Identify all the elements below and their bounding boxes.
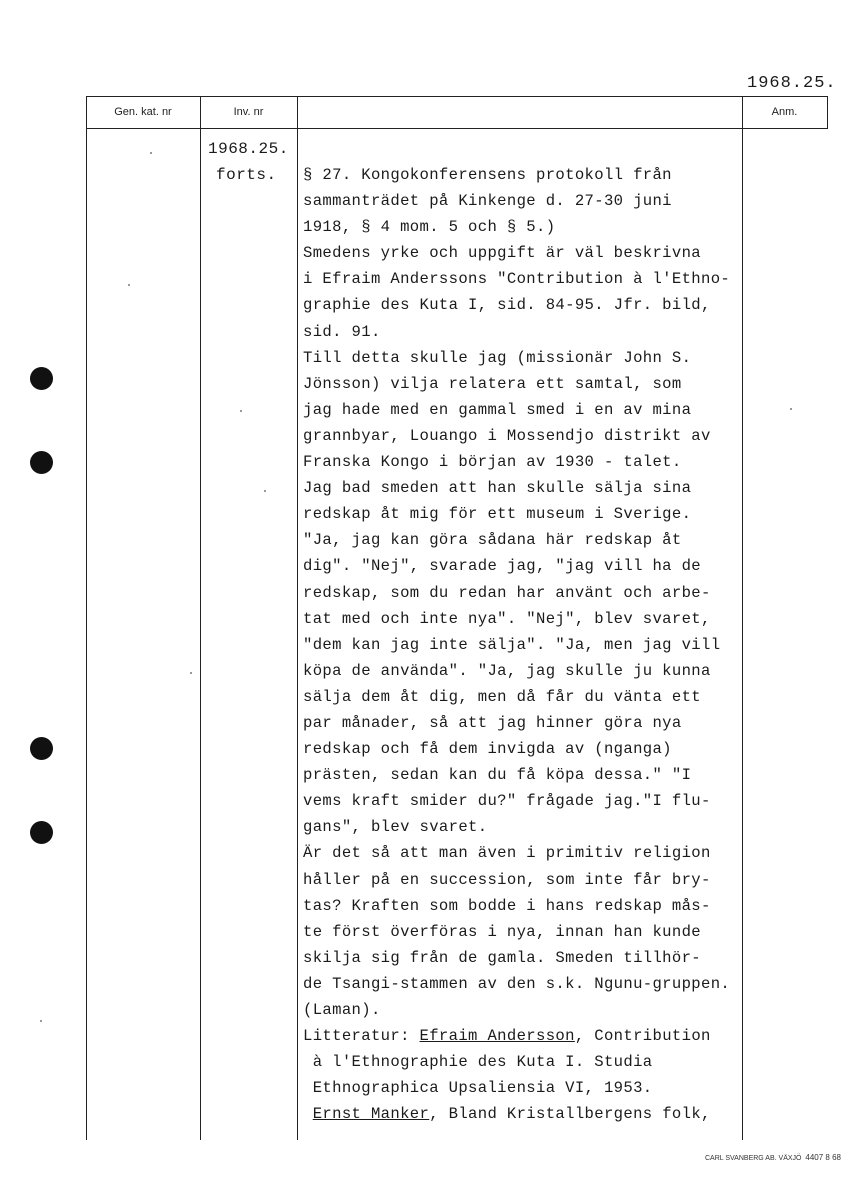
header-inv-nr: Inv. nr bbox=[233, 106, 264, 118]
inventory-number: 1968.25. bbox=[208, 140, 289, 158]
text-line: tat med och inte nya". "Nej", blev svaret, bbox=[303, 609, 711, 628]
text-line: gans", blev svaret. bbox=[303, 818, 488, 837]
literature-author-2: Ernst Manker bbox=[312, 1105, 430, 1124]
text-line: 1918, § 4 mom. 5 och § 5.) bbox=[303, 218, 556, 237]
literature-line-4 bbox=[303, 1101, 755, 1127]
page-number: 1968.25. bbox=[747, 74, 837, 93]
inventory-continuation: forts. bbox=[216, 166, 277, 184]
text-line: "Ja, jag kan göra sådana här redskap åt bbox=[303, 531, 682, 550]
literature-title-2: , Bland Kristallbergens folk, bbox=[429, 1105, 711, 1124]
text-line: grannbyar, Louango i Mossendjo distrikt av bbox=[303, 426, 711, 445]
text-line: graphie des Kuta I, sid. 84-95. Jfr. bild, bbox=[303, 296, 711, 315]
text-line: skilja sig från de gamla. Smeden tillhör- bbox=[303, 948, 702, 967]
text-line: prästen, sedan kan du få köpa dessa." "I bbox=[303, 766, 692, 785]
text-line: § 27. Kongokonferensens protokoll från bbox=[303, 166, 672, 184]
text-line: dig". "Nej", svarade jag, "jag vill ha de bbox=[303, 557, 702, 576]
literature-line-3: Ethnographica Upsaliensia VI, 1953. bbox=[303, 1079, 653, 1098]
text-line: tas? Kraften som bodde i hans redskap mås- bbox=[303, 896, 711, 915]
text-line: håller på en succession, som inte får bry- bbox=[303, 870, 711, 889]
column-rule-left bbox=[86, 96, 87, 1140]
text-line: sid. 91. bbox=[303, 322, 381, 341]
scan-speck bbox=[150, 152, 152, 154]
form-code: 4407 8 68 bbox=[805, 1153, 841, 1162]
text-line: Jönsson) vilja relatera ett samtal, som bbox=[303, 374, 682, 393]
column-rule-right bbox=[827, 96, 828, 128]
scan-speck bbox=[790, 408, 792, 410]
text-line: Är det så att man även i primitiv religion bbox=[303, 844, 711, 863]
text-line: (Laman). bbox=[303, 1001, 381, 1019]
punch-hole bbox=[30, 737, 53, 760]
text-line: redskap åt mig för ett museum i Sverige. bbox=[303, 505, 692, 524]
text-line: redskap, som du redan har använt och arbe- bbox=[303, 583, 711, 602]
scan-speck bbox=[240, 410, 242, 412]
text-line: vems kraft smider du?" frågade jag."I flu- bbox=[303, 792, 711, 811]
literature-label: Litteratur: bbox=[303, 1027, 410, 1046]
punch-hole bbox=[30, 821, 53, 844]
scan-speck bbox=[128, 284, 130, 286]
scan-speck bbox=[264, 490, 266, 492]
header-top-rule bbox=[86, 96, 828, 97]
text-line: sälja dem åt dig, men då får du vänta ett bbox=[303, 687, 702, 706]
scan-speck bbox=[40, 1020, 42, 1022]
column-rule-gen-inv bbox=[200, 96, 201, 1140]
text-line: köpa de använda". "Ja, jag skulle ju kunna bbox=[303, 661, 711, 680]
text-line: "dem kan jag inte sälja". "Ja, men jag vill bbox=[303, 635, 721, 654]
punch-hole bbox=[30, 367, 53, 390]
literature-line-2: à l'Ethnographie des Kuta I. Studia bbox=[303, 1053, 653, 1072]
scan-speck bbox=[190, 672, 192, 674]
punch-hole bbox=[30, 451, 53, 474]
header-anm: Anm. bbox=[771, 106, 798, 118]
record-text bbox=[303, 162, 755, 1127]
text-line: te först överföras i nya, innan han kunde bbox=[303, 922, 702, 941]
column-rule-inv-text bbox=[297, 96, 298, 1140]
text-line: Smedens yrke och uppgift är väl beskrivna bbox=[303, 244, 702, 263]
literature-author-1: Efraim Andersson bbox=[419, 1027, 575, 1046]
text-line: i Efraim Anderssons "Contribution à l'Ethno- bbox=[303, 270, 731, 289]
header-gen-kat-nr: Gen. kat. nr bbox=[114, 106, 172, 118]
literature-line-1 bbox=[303, 1023, 755, 1049]
printer-mark bbox=[705, 1153, 841, 1162]
text-line: Franska Kongo i början av 1930 - talet. bbox=[303, 453, 682, 472]
text-line: sammanträdet på Kinkenge d. 27-30 juni bbox=[303, 192, 672, 211]
header-bottom-rule bbox=[86, 128, 828, 129]
text-line: de Tsangi-stammen av den s.k. Ngunu-gruppen. bbox=[303, 974, 731, 993]
text-line: redskap och få dem invigda av (nganga) bbox=[303, 740, 672, 759]
text-line: jag hade med en gammal smed i en av mina bbox=[303, 400, 692, 419]
text-line: par månader, så att jag hinner göra nya bbox=[303, 713, 682, 732]
literature-title-1: , Contribution bbox=[574, 1027, 711, 1046]
text-line: Till detta skulle jag (missionär John S. bbox=[303, 348, 692, 367]
printer-name: CARL SVANBERG AB. VÄXJÖ bbox=[705, 1155, 802, 1162]
text-line: Jag bad smeden att han skulle sälja sina bbox=[303, 479, 692, 498]
